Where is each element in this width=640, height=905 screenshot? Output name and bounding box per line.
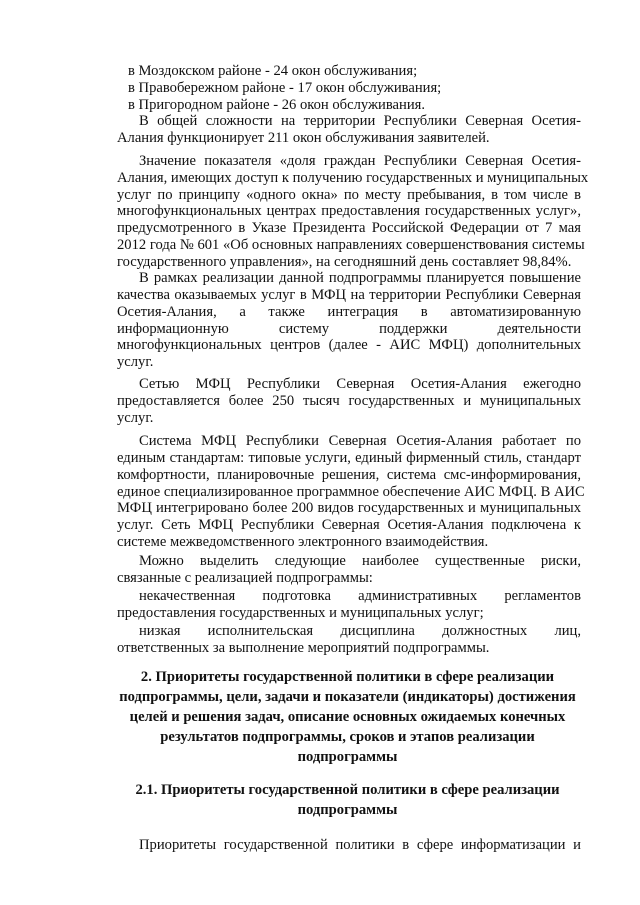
paragraph-line: Значение показателя «доля граждан Республики Северная Осетия- xyxy=(139,153,581,169)
paragraph-line: информационную систему поддержки деятельности xyxy=(117,321,581,337)
section-heading-line: подпрограммы xyxy=(297,749,398,765)
list-item-pravoberezhny: в Правобережном районе - 17 окон обслуживания; xyxy=(128,80,442,96)
section-heading-line: целей и решения задач, описание основных ожидаемых конечных xyxy=(129,709,566,725)
paragraph-line: Осетия-Алания, а также интеграция в автоматизированную xyxy=(117,304,581,320)
paragraph-line: ответственных за выполнение мероприятий подпрограммы. xyxy=(117,640,490,656)
paragraph-line: низкая исполнительская дисциплина должностных лиц, xyxy=(139,623,581,639)
paragraph-line: предоставляется более 250 тысяч государственных и муниципальных xyxy=(117,393,581,409)
paragraph-line: предусмотренного в Указе Президента Российской Федерации от 7 мая xyxy=(117,220,581,236)
paragraph-line: системе межведомственного электронного взаимодействия. xyxy=(117,534,489,550)
list-item-mozdok: в Моздокском районе - 24 окон обслуживания; xyxy=(128,63,418,79)
subsection-heading-line: подпрограммы xyxy=(297,802,398,818)
section-heading-line: результатов подпрограммы, сроков и этапов реализации xyxy=(160,729,535,745)
paragraph-line: услуг. Сеть МФЦ Республики Северная Осетия-Алания подключена к xyxy=(117,517,581,533)
paragraph-line: многофункциональных центров (далее - АИС МФЦ) дополнительных xyxy=(117,337,581,353)
paragraph-line: государственного управления», на сегодняшний день составляет 98,84%. xyxy=(117,254,572,270)
paragraph-line: связанные с реализацией подпрограммы: xyxy=(117,570,373,586)
paragraph-line: Приоритеты государственной политики в сфере информатизации и xyxy=(139,837,581,853)
paragraph-line: В рамках реализации данной подпрограммы планируется повышение xyxy=(139,270,581,286)
paragraph-line: многофункциональных центрах предоставления государственных услуг», xyxy=(117,203,581,219)
section-heading-line: 2. Приоритеты государственной политики в сфере реализации xyxy=(140,669,555,685)
paragraph-line: 2012 года № 601 «Об основных направлениях совершенствования системы xyxy=(117,237,585,253)
paragraph-line: Система МФЦ Республики Северная Осетия-Алания работает по xyxy=(139,433,581,449)
paragraph-line: единое специализированное программное обеспечение АИС МФЦ. В АИС xyxy=(117,484,585,500)
paragraph-line: услуг по принципу «одного окна» по месту пребывания, в том числе в xyxy=(117,187,581,203)
paragraph-line: единым стандартам: типовые услуги, единый фирменный стиль, стандарт xyxy=(117,450,581,466)
paragraph-line: качества оказываемых услуг в МФЦ на территории Республики Северная xyxy=(117,287,581,303)
section-heading-line: подпрограммы, цели, задачи и показатели (индикаторы) достижения xyxy=(119,689,576,705)
paragraph-line: Алания функционирует 211 окон обслуживания заявителей. xyxy=(117,130,490,146)
paragraph-line: услуг. xyxy=(117,354,154,370)
paragraph-line: услуг. xyxy=(117,410,154,426)
paragraph-line: Можно выделить следующие наиболее существенные риски, xyxy=(139,553,581,569)
paragraph-line: некачественная подготовка административных регламентов xyxy=(139,588,581,604)
paragraph-line: Сетью МФЦ Республики Северная Осетия-Алания ежегодно xyxy=(139,376,581,392)
paragraph-line: В общей сложности на территории Республики Северная Осетия- xyxy=(139,113,581,129)
paragraph-line: предоставления государственных и муниципальных услуг; xyxy=(117,605,484,621)
list-item-prigorodny: в Пригородном районе - 26 окон обслуживания. xyxy=(128,97,426,113)
paragraph-line: МФЦ интегрировано более 200 видов государственных и муниципальных xyxy=(117,500,581,516)
paragraph-line: Алания, имеющих доступ к получению государственных и муниципальных xyxy=(117,170,589,186)
subsection-heading-line: 2.1. Приоритеты государственной политики в сфере реализации xyxy=(135,782,560,798)
paragraph-line: комфортности, планировочные решения, система смс-информирования, xyxy=(117,467,581,483)
